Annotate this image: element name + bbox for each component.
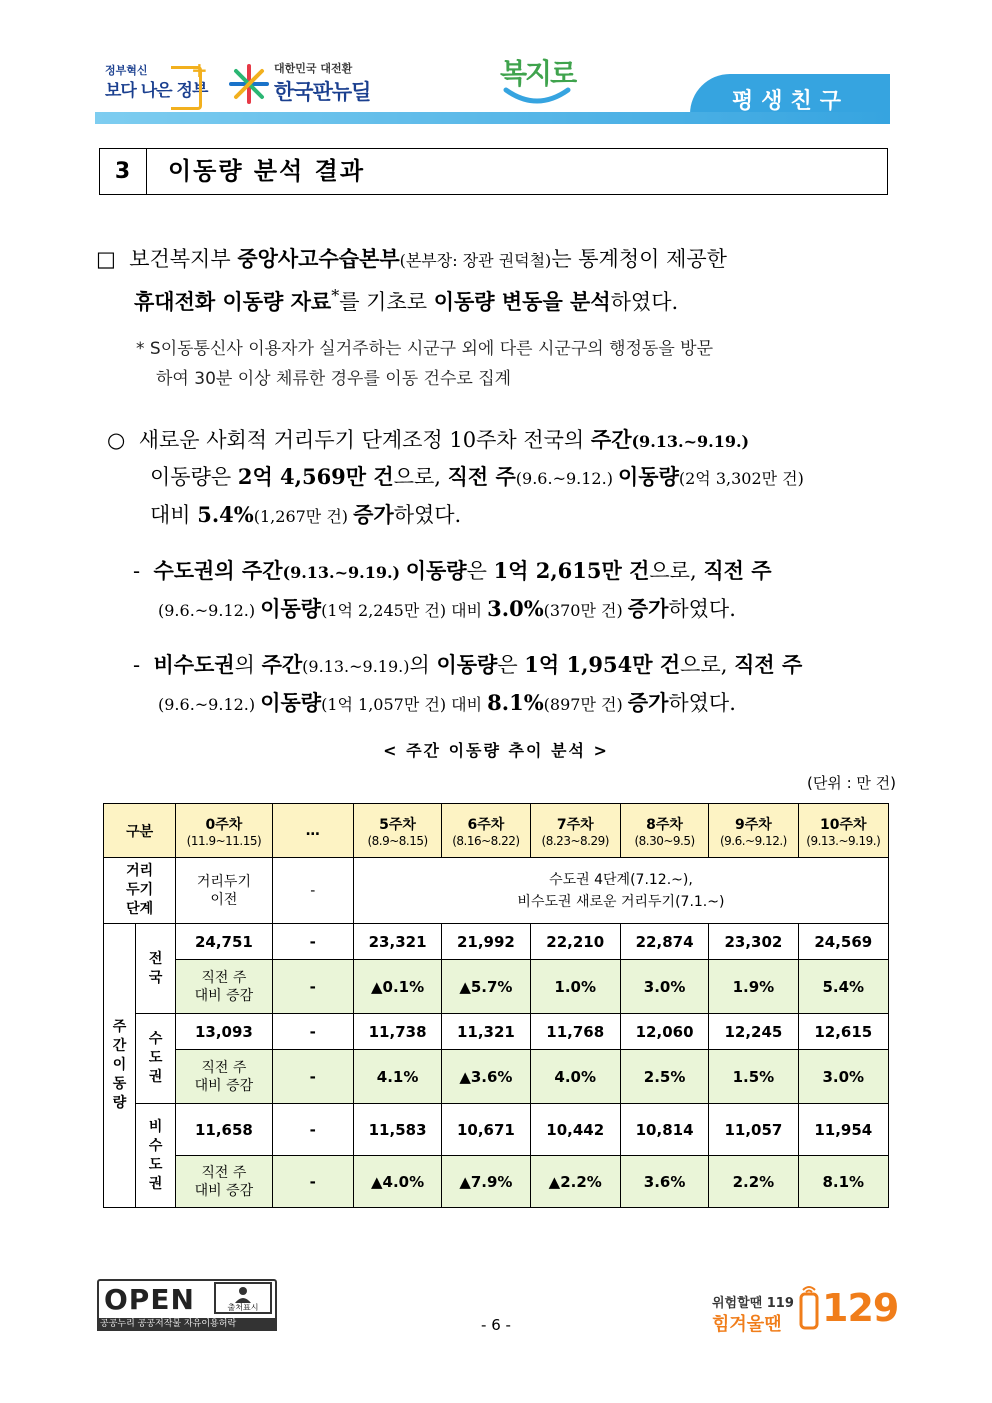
para1-text2: 를 기초로 bbox=[339, 290, 434, 314]
para4-period: (9.13.~9.19.) bbox=[302, 657, 410, 676]
value-cell: 22,210 bbox=[530, 924, 620, 960]
para2-bold-pct: 5.4% bbox=[197, 502, 254, 527]
para2-prev-value: (2억 3,302만 건) bbox=[678, 469, 804, 488]
kogl-attribution-badge bbox=[214, 1282, 272, 1314]
change-cell: ▲4.0% bbox=[353, 1156, 441, 1208]
value-cell: 10,671 bbox=[442, 1104, 530, 1156]
gov-innovation-logo bbox=[105, 58, 208, 106]
bokjiro-logo bbox=[498, 50, 578, 110]
person-icon bbox=[216, 1284, 270, 1304]
change-cell: 2.2% bbox=[709, 1156, 798, 1208]
change-cell: - bbox=[272, 960, 353, 1014]
col-header-5: 8주차 (8.30~9.5) bbox=[620, 804, 708, 858]
change-label: 직전 주 대비 증감 bbox=[176, 1156, 272, 1208]
para4-text: 의 bbox=[234, 653, 262, 677]
value-cell: 11,583 bbox=[353, 1104, 441, 1156]
kogl-open-word: OPEN bbox=[104, 1283, 195, 1316]
value-cell: 12,615 bbox=[798, 1014, 888, 1050]
para2-bold-total: 2억 4,569만 건 bbox=[237, 464, 394, 489]
value-cell: 23,321 bbox=[353, 924, 441, 960]
para2-bold-weekly: 주간 bbox=[590, 427, 632, 452]
value-cell: - bbox=[272, 1104, 353, 1156]
change-cell: - bbox=[272, 1156, 353, 1208]
para4-bold-noncapital: 비수도권 bbox=[153, 652, 235, 677]
change-cell: 3.0% bbox=[798, 1050, 888, 1104]
para3-prev-value: (1억 2,245만 건) 대비 bbox=[321, 601, 488, 620]
para1-text: 보건복지부 bbox=[129, 247, 238, 271]
value-cell: 12,245 bbox=[709, 1014, 798, 1050]
para4-bold-pct: 8.1% bbox=[487, 690, 544, 715]
para2-prev-period: (9.6.~9.12.) bbox=[515, 469, 619, 488]
group-label: 주 간 이 동 량 bbox=[104, 924, 136, 1208]
para4-prev-value: (1억 1,057만 건) 대비 bbox=[321, 695, 488, 714]
change-label: 직전 주 대비 증감 bbox=[176, 960, 272, 1014]
para2-text5: 하였다. bbox=[393, 503, 462, 527]
change-cell: ▲0.1% bbox=[353, 960, 441, 1014]
value-cell: 23,302 bbox=[709, 924, 798, 960]
change-cell: ▲3.6% bbox=[442, 1050, 530, 1104]
para4-bold-volume2: 이동량 bbox=[260, 690, 322, 715]
para3-period: (9.13.~9.19.) bbox=[282, 563, 406, 582]
col-header-0: 0주차 (11.9~11.15) bbox=[176, 804, 272, 858]
para3-diff: (370만 건) bbox=[543, 601, 628, 620]
hotline-small-text: 위험할땐 119 bbox=[712, 1296, 794, 1311]
change-cell: 5.4% bbox=[798, 960, 888, 1014]
para4-bold-prev: 직전 주 bbox=[734, 652, 803, 677]
region-name-1: 수 도 권 bbox=[136, 1014, 176, 1104]
bokjiro-logo-text: 복지로 bbox=[500, 57, 576, 90]
change-cell: ▲5.7% bbox=[442, 960, 530, 1014]
hotline-129-logo bbox=[700, 1276, 900, 1336]
table-unit: (단위 : 만 건) bbox=[806, 774, 896, 792]
para2-bullet: ○ bbox=[107, 428, 126, 452]
value-cell: - bbox=[272, 924, 353, 960]
para1-paren: (본부장: 장관 권덕철) bbox=[399, 251, 552, 270]
para4-text2: 의 bbox=[409, 653, 437, 677]
header-tab-label: 평생친구 bbox=[732, 89, 850, 114]
value-cell: 11,738 bbox=[353, 1014, 441, 1050]
page-number: - 6 - bbox=[481, 1316, 511, 1334]
para2-text2: 이동량은 bbox=[150, 465, 238, 489]
change-cell: 3.0% bbox=[620, 960, 708, 1014]
para2-bold-prev: 직전 주 bbox=[447, 464, 516, 489]
para1-text3: 하였다. bbox=[610, 290, 679, 314]
para4-text4: 으로, bbox=[680, 653, 735, 677]
col-header-6: 9주차 (9.6.~9.12.) bbox=[709, 804, 798, 858]
value-cell: 11,768 bbox=[530, 1014, 620, 1050]
value-cell: 21,992 bbox=[442, 924, 530, 960]
para4-bold-total: 1억 1,954만 건 bbox=[524, 652, 681, 677]
logo2-small-text: 대한민국 대전환 bbox=[274, 62, 353, 75]
change-cell: ▲7.9% bbox=[442, 1156, 530, 1208]
para4-bold-increase: 증가 bbox=[627, 690, 669, 715]
hotline-number: 129 bbox=[822, 1286, 899, 1330]
para4-dash: - bbox=[133, 653, 141, 677]
para3-dash: - bbox=[133, 559, 141, 583]
para3-line2 bbox=[158, 594, 736, 626]
mobility-table bbox=[103, 803, 889, 1208]
para2-line2 bbox=[150, 462, 804, 494]
table-corner: 구분 bbox=[104, 804, 176, 858]
para2-text: 새로운 사회적 거리두기 단계조정 10주차 전국의 bbox=[138, 428, 591, 452]
change-cell: 1.0% bbox=[530, 960, 620, 1014]
para4-diff: (897만 건) bbox=[543, 695, 628, 714]
para1-asterisk: * bbox=[331, 286, 340, 305]
value-cell: 24,569 bbox=[798, 924, 888, 960]
para3-line1 bbox=[133, 556, 772, 588]
change-cell: 4.1% bbox=[353, 1050, 441, 1104]
para3-prev-period: (9.6.~9.12.) bbox=[158, 601, 261, 620]
col-header-3: 6주차 (8.16~8.22) bbox=[442, 804, 530, 858]
stage-dash: - bbox=[272, 858, 353, 924]
hotline-big-text: 힘겨울땐 bbox=[712, 1314, 782, 1335]
para1-text-end: 는 통계청이 제공한 bbox=[551, 247, 727, 271]
change-cell: 3.6% bbox=[620, 1156, 708, 1208]
col-header-2: 5주차 (8.9~8.15) bbox=[353, 804, 441, 858]
para4-bold-weekly: 주간 bbox=[261, 652, 303, 677]
para4-line1 bbox=[133, 650, 802, 682]
change-cell: 1.9% bbox=[709, 960, 798, 1014]
para1-bullet: □ bbox=[96, 247, 116, 271]
change-cell: - bbox=[272, 1050, 353, 1104]
value-cell: 12,060 bbox=[620, 1014, 708, 1050]
para2-bold-increase: 증가 bbox=[353, 502, 394, 527]
logo1-plus-icon: + bbox=[191, 58, 208, 82]
phone-icon bbox=[798, 1284, 820, 1330]
para3-bold-volume: 이동량 bbox=[405, 558, 467, 583]
col-header-1: … bbox=[272, 804, 353, 858]
para3-bold-pct: 3.0% bbox=[487, 596, 544, 621]
note-line2: 하여 30분 이상 체류한 경우를 이동 건수로 집계 bbox=[156, 369, 512, 389]
para1-bold-hq: 중앙사고수습본부 bbox=[237, 246, 400, 271]
change-cell: ▲2.2% bbox=[530, 1156, 620, 1208]
logo1-big-text: 보다 나은 정부 bbox=[105, 81, 208, 101]
value-cell: - bbox=[272, 1014, 353, 1050]
para4-prev-period: (9.6.~9.12.) bbox=[158, 695, 261, 714]
para2-line3 bbox=[150, 500, 461, 532]
note-line1: * S이동통신사 이용자가 실거주하는 시군구 외에 다른 시군구의 행정동을 방문 bbox=[136, 339, 714, 359]
para2-text4: 대비 bbox=[150, 503, 198, 527]
para3-text3: 하였다. bbox=[668, 597, 736, 621]
para2-line1 bbox=[107, 425, 749, 457]
kogl-strip-text: 공공누리 공공저작물 자유이용허락 bbox=[100, 1319, 237, 1329]
value-cell: 10,814 bbox=[620, 1104, 708, 1156]
change-cell: 8.1% bbox=[798, 1156, 888, 1208]
kogl-badge-text: 출처표시 bbox=[227, 1303, 259, 1312]
section-title: 이동량 분석 결과 bbox=[168, 157, 365, 185]
para3-bold-total: 1억 2,615만 건 bbox=[493, 558, 650, 583]
para1-line1 bbox=[96, 244, 727, 276]
stage-label: 거리 두기 단계 bbox=[104, 858, 176, 924]
value-cell: 10,442 bbox=[530, 1104, 620, 1156]
para3-bold-capital: 수도권의 주간 bbox=[153, 558, 283, 583]
table-caption: < 주간 이동량 추이 분석 > bbox=[383, 741, 609, 760]
stage-after: 수도권 4단계(7.12.~), 비수도권 새로운 거리두기(7.1.~) bbox=[353, 858, 888, 924]
region-name-2: 비 수 도 권 bbox=[136, 1104, 176, 1208]
para4-bold-volume: 이동량 bbox=[436, 652, 498, 677]
para1-bold-data: 휴대전화 이동량 자료 bbox=[134, 289, 332, 314]
para3-bold-prev: 직전 주 bbox=[703, 558, 772, 583]
logo2-big-text: 한국판뉴딜 bbox=[274, 80, 371, 104]
change-cell: 4.0% bbox=[530, 1050, 620, 1104]
value-cell: 11,321 bbox=[442, 1014, 530, 1050]
value-cell: 11,658 bbox=[176, 1104, 272, 1156]
value-cell: 22,874 bbox=[620, 924, 708, 960]
para1-bold-analysis: 이동량 변동을 분석 bbox=[433, 289, 611, 314]
change-cell: 2.5% bbox=[620, 1050, 708, 1104]
value-cell: 11,954 bbox=[798, 1104, 888, 1156]
change-label: 직전 주 대비 증감 bbox=[176, 1050, 272, 1104]
section-number: 3 bbox=[99, 148, 147, 195]
para3-bold-increase: 증가 bbox=[627, 596, 669, 621]
col-header-7: 10주차 (9.13.~9.19.) bbox=[798, 804, 888, 858]
para3-bold-volume2: 이동량 bbox=[260, 596, 322, 621]
stage-before: 거리두기 이전 bbox=[176, 858, 272, 924]
korean-new-deal-logo bbox=[228, 60, 378, 106]
para4-text5: 하였다. bbox=[668, 691, 736, 715]
para4-line2 bbox=[158, 688, 736, 720]
value-cell: 13,093 bbox=[176, 1014, 272, 1050]
para4-text3: 은 bbox=[497, 653, 525, 677]
para2-period: (9.13.~9.19.) bbox=[631, 432, 750, 451]
para1-line2 bbox=[134, 281, 678, 317]
logo1-small-text: 정부혁신 bbox=[105, 64, 148, 77]
value-cell: 11,057 bbox=[709, 1104, 798, 1156]
new-deal-star-icon bbox=[228, 64, 270, 104]
para2-diff: (1,267만 건) bbox=[253, 507, 354, 526]
change-cell: 1.5% bbox=[709, 1050, 798, 1104]
region-name-0: 전 국 bbox=[136, 924, 176, 1014]
para3-text: 은 bbox=[466, 559, 494, 583]
col-header-4: 7주차 (8.23~8.29) bbox=[530, 804, 620, 858]
value-cell: 24,751 bbox=[176, 924, 272, 960]
para3-text2: 으로, bbox=[649, 559, 704, 583]
bokjiro-smile-icon bbox=[502, 86, 572, 108]
para2-text3: 으로, bbox=[393, 465, 448, 489]
para2-bold-volume: 이동량 bbox=[618, 464, 679, 489]
